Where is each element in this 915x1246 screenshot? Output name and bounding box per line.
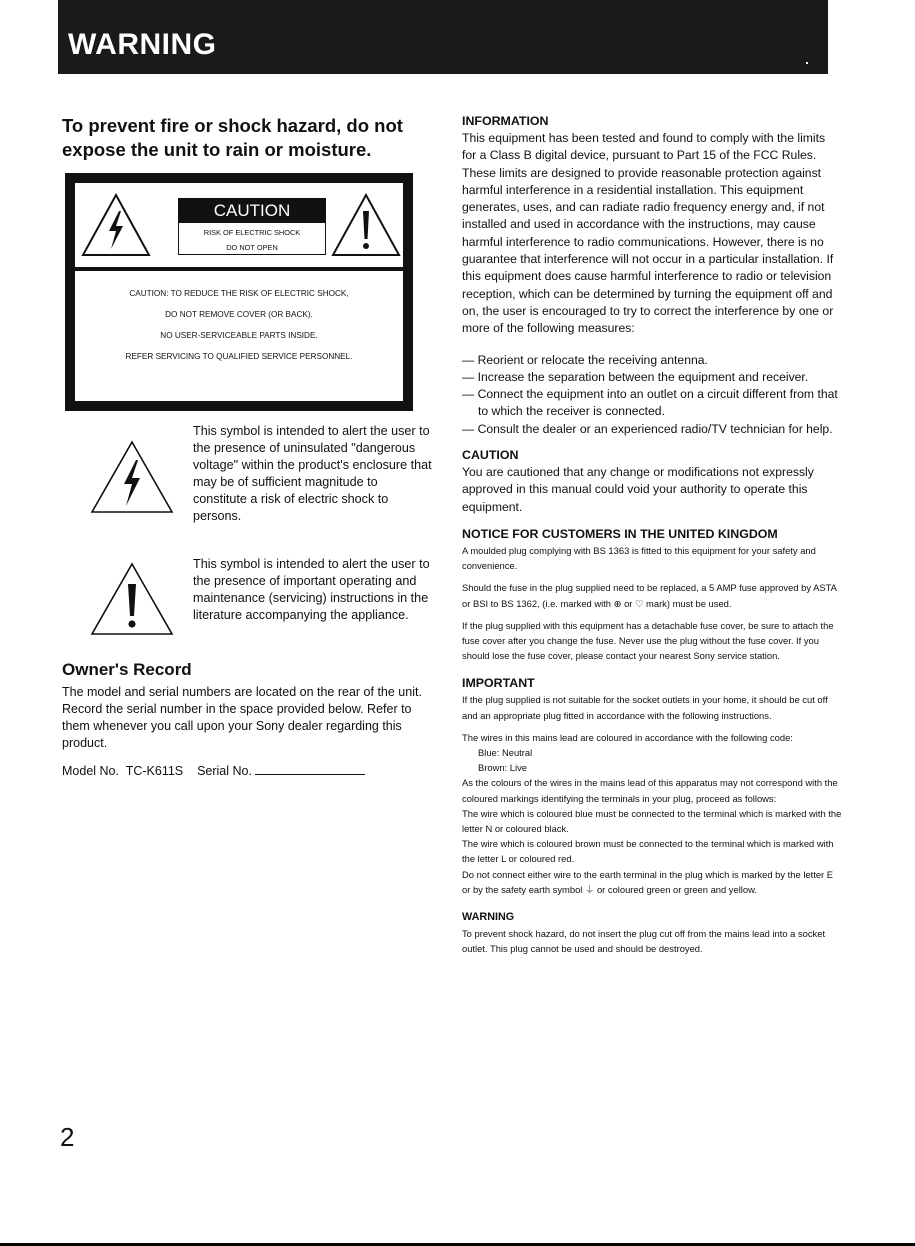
warning-banner: [58, 0, 828, 74]
code-brown: Brown: Live: [478, 762, 527, 774]
warning-text: To prevent shock hazard, do not insert the plug cut off from the mains lead into a socket outlet. This plug cannot be used and should be destroyed.: [462, 928, 826, 955]
information-text: This equipment has been tested and found to comply with the limits for a Class B digital device, pursuant to Part 15 of the FCC Rules. These limits are designed to provide reasonable protection against harmful interference in a residential installation. This equipment generates, uses, and can radiate radio frequency energy and, if not installed and used in accordance with the instructions, may cause harmful interference to radio communications. However, there is no guarantee that interference will not occur in a particular installation. If this equipment does cause harmful interference to radio or television reception, which can be determined by turning the equipment off and on, the user is encouraged to try to correct the interference by one or more of the following measures:: [462, 131, 834, 336]
important-paragraph-2: The wires in this mains lead are coloured in accordance with the following code:: [462, 731, 793, 743]
model-serial-line: [62, 764, 365, 778]
owners-record-text: The model and serial numbers are located on the rear of the unit. Record the serial number in the space provided below. Refer to them whenever you call upon your Sony dealer regarding this product.: [62, 685, 422, 750]
caution-text: You are cautioned that any change or modifications not expressly approved in this manual could void your authority to operate this equipment.: [462, 465, 814, 514]
caution-line-1: CAUTION: TO REDUCE THE RISK OF ELECTRIC SHOCK,: [129, 289, 349, 298]
measure-item: — Connect the equipment into an outlet on a circuit different from that to which the receiver is connected.: [462, 387, 838, 419]
caution-line-2: DO NOT REMOVE COVER (OR BACK).: [165, 310, 313, 319]
measure-item: — Consult the dealer or an experienced radio/TV technician for help.: [462, 421, 833, 436]
serial-label: Serial No.: [197, 764, 252, 778]
lightning-triangle-icon: [90, 440, 174, 514]
caution-title: CAUTION: [462, 448, 519, 463]
serial-blank: [255, 764, 365, 775]
notice-paragraph-2: Should the fuse in the plug supplied need to be replaced, a 5 AMP fuse approved by ASTA or BSI to BS 1362, (i.e. marked with ⊕ or ♡ mark) must be used.: [462, 582, 837, 609]
important-paragraph-4: The wire which is coloured blue must be connected to the terminal which is marked with the letter N or coloured black.: [462, 807, 842, 834]
measure-item: — Increase the separation between the equipment and receiver.: [462, 369, 809, 384]
notice-paragraph-3: If the plug supplied with this equipment has a detachable fuse cover, be sure to attach the fuse cover after you change the fuse. Never use the plug without the fuse cover. If you should lose the fuse cover, please contact your nearest Sony service station.: [462, 619, 834, 662]
important-title: IMPORTANT: [462, 676, 535, 691]
code-blue: Blue: Neutral: [478, 746, 533, 758]
symbol-1-description: This symbol is intended to alert the user to the presence of uninsulated "dangerous voltage" within the product's enclosure that may be of sufficient magnitude to constitute a risk of electric shock to persons.: [193, 424, 432, 523]
caution-line-3: NO USER-SERVICEABLE PARTS INSIDE.: [160, 331, 318, 340]
measure-item: — Reorient or relocate the receiving antenna.: [462, 352, 708, 367]
notice-paragraph-1: A moulded plug complying with BS 1363 is fitted to this equipment for your safety and convenience.: [462, 544, 816, 572]
page-number: 2: [60, 1122, 75, 1152]
owners-record-title: Owner's Record: [62, 660, 192, 679]
headline-line-2: expose the unit to rain or moisture.: [62, 139, 372, 160]
owners-record: [62, 660, 434, 752]
model-value: TC-K611S: [125, 764, 184, 778]
warning-title: WARNING: [462, 911, 515, 923]
caution-label: CAUTION: [179, 199, 325, 223]
lightning-triangle-icon: [81, 193, 151, 257]
headline-line-1: To prevent fire or shock hazard, do not: [62, 115, 403, 136]
symbol-2-description: This symbol is intended to alert the user to the presence of important operating and maintenance (servicing) instructions in the literature accompanying the appliance.: [193, 557, 430, 622]
caution-text-area: [75, 271, 403, 401]
important-paragraph-3: As the colours of the wires in the mains lead of this apparatus may not correspond with the coloured markings identifying the terminals in your plug, proceed as follows:: [462, 777, 838, 804]
caution-line-4: REFER SERVICING TO QUALIFIED SERVICE PERSONNEL.: [125, 352, 353, 361]
caution-label-panel: [65, 173, 413, 411]
important-paragraph-6: Do not connect either wire to the earth terminal in the plug which is marked by the letter E or by the safety earth symbol ⏚ or coloured green or green and yellow.: [462, 868, 834, 895]
model-label: Model No.: [62, 764, 119, 778]
banner-title: WARNING: [68, 28, 217, 61]
exclamation-triangle-icon: [331, 193, 401, 257]
caution-sub-2: DO NOT OPEN: [226, 243, 278, 252]
caution-sub-1: RISK OF ELECTRIC SHOCK: [203, 228, 301, 237]
caution-label-box: [178, 198, 326, 255]
important-paragraph-5: The wire which is coloured brown must be connected to the terminal which is marked with the letter L or coloured red.: [462, 838, 834, 865]
notice-title: NOTICE FOR CUSTOMERS IN THE UNITED KINGDOM: [462, 526, 778, 541]
left-column: [62, 114, 434, 162]
important-paragraph-1: If the plug supplied is not suitable for the socket outlets in your home, it should be cut off and an appropriate plug fitted in accordance with the following instructions.: [462, 694, 828, 721]
right-column: [462, 113, 842, 956]
information-title: INFORMATION: [462, 114, 549, 128]
banner-dot: [806, 62, 808, 64]
caution-top-area: [75, 183, 403, 267]
exclamation-triangle-icon: [90, 562, 174, 636]
